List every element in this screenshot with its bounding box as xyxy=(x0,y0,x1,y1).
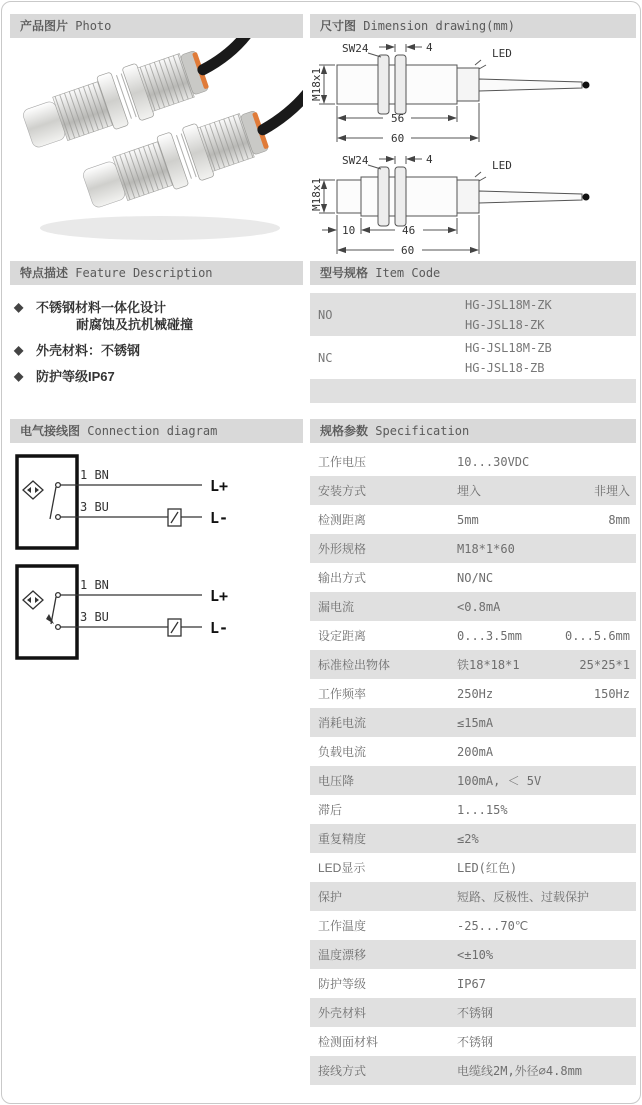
feature-text: 外壳材料：不锈钢 xyxy=(36,343,141,358)
diamond-bullet-icon: ◆ xyxy=(14,343,24,357)
spec-label: 外壳材料 xyxy=(318,1006,367,1020)
spec-value-1: ≤15mA xyxy=(457,715,494,730)
photo-shadow xyxy=(40,216,280,240)
item-code-section-header xyxy=(310,261,636,285)
connection-diagrams xyxy=(10,443,303,662)
spec-label: 消耗电流 xyxy=(318,716,367,730)
item-code-table xyxy=(310,293,636,403)
section-features xyxy=(10,261,303,419)
spec-label: 接线方式 xyxy=(318,1064,367,1078)
feature-list xyxy=(10,285,303,385)
spec-label: 输出方式 xyxy=(318,571,367,585)
item-code-title-zh: 型号规格 xyxy=(320,266,369,280)
dimension-drawings xyxy=(310,38,636,261)
dimension-section-header xyxy=(310,14,636,38)
dim-label-60: 60 xyxy=(391,132,405,145)
dim-label-led: LED xyxy=(492,159,512,172)
terminal-plus: L+ xyxy=(210,587,229,605)
spec-value-2: 150Hz xyxy=(593,686,630,701)
cable-end-dot xyxy=(583,194,590,201)
connection-title-zh: 电气接线图 xyxy=(20,424,81,438)
dim-label-thread: M18x1 xyxy=(310,177,323,211)
specification-section-header xyxy=(310,419,636,443)
wire-label-bu: 3 BU xyxy=(80,500,109,514)
spec-row xyxy=(310,911,636,940)
section-photo xyxy=(10,14,303,261)
dim-label-sw24: SW24 xyxy=(342,42,369,55)
dim-label-sw24: SW24 xyxy=(342,154,369,167)
spec-label: 设定距离 xyxy=(318,629,367,643)
spec-value-1: 1...15% xyxy=(457,802,508,817)
spec-label: 外形规格 xyxy=(318,542,367,556)
dim-label-gap: 4 xyxy=(426,154,433,166)
spec-value-1: 5mm xyxy=(457,512,479,527)
dimension-title-zh: 尺寸图 xyxy=(320,19,357,33)
layout-grid xyxy=(2,2,640,1103)
terminal-plus: L+ xyxy=(210,477,229,495)
item-codes xyxy=(465,295,552,335)
spec-row xyxy=(310,505,636,534)
dim-label-56: 56 xyxy=(391,112,405,125)
diamond-bullet-icon: ◆ xyxy=(14,369,24,383)
spec-row xyxy=(310,621,636,650)
dimension-drawing-flush xyxy=(310,42,636,150)
spec-row xyxy=(310,1027,636,1056)
item-code-row xyxy=(310,336,636,379)
spec-row xyxy=(310,766,636,795)
dim-label-gap: 4 xyxy=(426,42,433,54)
spec-row xyxy=(310,679,636,708)
photo-title-en: Photo xyxy=(75,19,112,33)
spec-value-1: <0.8mA xyxy=(457,599,501,614)
spec-row xyxy=(310,447,636,476)
specification-title-zh: 规格参数 xyxy=(320,424,369,438)
spec-value-2: 0...5.6mm xyxy=(564,628,630,643)
spec-value-1: 200mA xyxy=(457,744,494,759)
spec-value-2: 25*25*1 xyxy=(579,657,630,672)
spec-value-1: 电缆线2M,外径∅4.8mm xyxy=(457,1064,583,1078)
feature-item xyxy=(14,368,303,385)
cable-end-dot xyxy=(583,82,590,89)
spec-label: 防护等级 xyxy=(318,977,367,991)
spec-label: 工作温度 xyxy=(318,919,367,933)
features-title-en: Feature Description xyxy=(75,266,213,280)
diamond-bullet-icon: ◆ xyxy=(14,300,24,314)
dimension-title-en: Dimension drawing(mm) xyxy=(363,19,515,33)
spec-value-1: M18*1*60 xyxy=(457,541,515,556)
spec-value-1: 0...3.5mm xyxy=(457,628,523,643)
spec-label: 负载电流 xyxy=(318,745,367,759)
product-photo xyxy=(10,38,303,253)
terminal-minus: L- xyxy=(210,619,229,637)
spec-label: 检测面材料 xyxy=(318,1035,379,1049)
feature-text: 不锈钢材料一体化设计 耐腐蚀及抗机械碰撞 xyxy=(36,300,194,332)
dim-label-46: 46 xyxy=(402,224,416,237)
spec-label: 工作电压 xyxy=(318,455,367,469)
spec-row xyxy=(310,563,636,592)
spec-row xyxy=(310,650,636,679)
spec-value-1: 10...30VDC xyxy=(457,454,530,469)
spec-label: 保护 xyxy=(318,890,343,904)
item-code: HG-JSL18-ZB xyxy=(465,360,545,375)
dimension-drawing-nonflush xyxy=(310,154,636,261)
spec-value-2: 非埋入 xyxy=(593,484,630,498)
spec-row xyxy=(310,795,636,824)
item-code-title-en: Item Code xyxy=(375,266,441,280)
spec-row xyxy=(310,940,636,969)
spec-row xyxy=(310,969,636,998)
spec-value-1: 铁18*18*1 xyxy=(457,658,520,672)
spec-value-1: IP67 xyxy=(457,976,486,991)
feature-item xyxy=(14,299,303,333)
spec-table xyxy=(310,447,636,1085)
spec-value-1: LED(红色) xyxy=(457,861,518,875)
photo-title-zh: 产品图片 xyxy=(20,19,69,33)
spec-label: 工作频率 xyxy=(318,687,367,701)
spec-value-1: 短路、反极性、过载保护 xyxy=(457,890,590,904)
spec-value-1: -25...70℃ xyxy=(457,918,529,933)
section-item-code xyxy=(310,261,636,419)
spec-row xyxy=(310,534,636,563)
section-dimension xyxy=(310,14,636,261)
dim-label-led: LED xyxy=(492,47,512,60)
wiring-diagram-nc xyxy=(10,562,295,662)
feature-text: 防护等级IP67 xyxy=(36,369,115,384)
features-section-header xyxy=(10,261,303,285)
item-code: HG-JSL18M-ZK xyxy=(465,297,552,312)
spec-row xyxy=(310,476,636,505)
spec-value-1: 250Hz xyxy=(457,686,494,701)
product-photo-image xyxy=(10,38,303,253)
spec-label: 滞后 xyxy=(318,803,343,817)
spec-label: LED显示 xyxy=(318,861,366,875)
spec-value-1: 100mA, ＜ 5V xyxy=(457,774,542,788)
spec-row xyxy=(310,737,636,766)
specification-title-en: Specification xyxy=(375,424,470,438)
wire-label-bu: 3 BU xyxy=(80,610,109,624)
spec-value-1: 埋入 xyxy=(457,484,482,498)
feature-item xyxy=(14,342,303,359)
item-code: HG-JSL18-ZK xyxy=(465,317,545,332)
spec-row xyxy=(310,998,636,1027)
dim-label-10: 10 xyxy=(342,224,356,237)
product-spec-page xyxy=(1,1,641,1104)
spec-label: 温度漂移 xyxy=(318,948,367,962)
wire-label-bn: 1 BN xyxy=(80,578,109,592)
item-type: NO xyxy=(318,307,333,322)
photo-section-header xyxy=(10,14,303,38)
cable xyxy=(193,38,266,70)
wire-label-bn: 1 BN xyxy=(80,468,109,482)
spec-value-1: <±10% xyxy=(457,947,494,962)
spec-label: 漏电流 xyxy=(318,600,355,614)
section-connection xyxy=(10,419,303,1093)
spec-row xyxy=(310,708,636,737)
terminal-minus: L- xyxy=(210,509,229,527)
spec-label: 电压降 xyxy=(318,774,355,788)
spec-value-1: 不锈钢 xyxy=(457,1006,494,1020)
section-specification xyxy=(310,419,636,1093)
spec-row xyxy=(310,824,636,853)
spec-row xyxy=(310,592,636,621)
spec-label: 重复精度 xyxy=(318,832,367,846)
spec-value-1: NO/NC xyxy=(457,570,494,585)
spec-value-1: ≤2% xyxy=(457,831,479,846)
spec-row xyxy=(310,882,636,911)
spec-label: 检测距离 xyxy=(318,513,367,527)
dim-label-60: 60 xyxy=(401,244,415,257)
connection-title-en: Connection diagram xyxy=(87,424,218,438)
dim-label-thread: M18x1 xyxy=(310,67,323,101)
features-title-zh: 特点描述 xyxy=(20,266,69,280)
item-code: HG-JSL18M-ZB xyxy=(465,340,552,355)
item-type: NC xyxy=(318,350,333,365)
item-code-empty-row xyxy=(310,379,636,403)
spec-row xyxy=(310,1056,636,1085)
item-code-row xyxy=(310,293,636,336)
spec-value-1: 不锈钢 xyxy=(457,1035,494,1049)
item-codes xyxy=(465,338,552,378)
spec-label: 安装方式 xyxy=(318,484,367,498)
spec-label: 标准检出物体 xyxy=(318,658,391,672)
spec-value-2: 8mm xyxy=(608,512,630,527)
connection-section-header xyxy=(10,419,303,443)
spec-row xyxy=(310,853,636,882)
wiring-diagram-no xyxy=(10,452,295,552)
